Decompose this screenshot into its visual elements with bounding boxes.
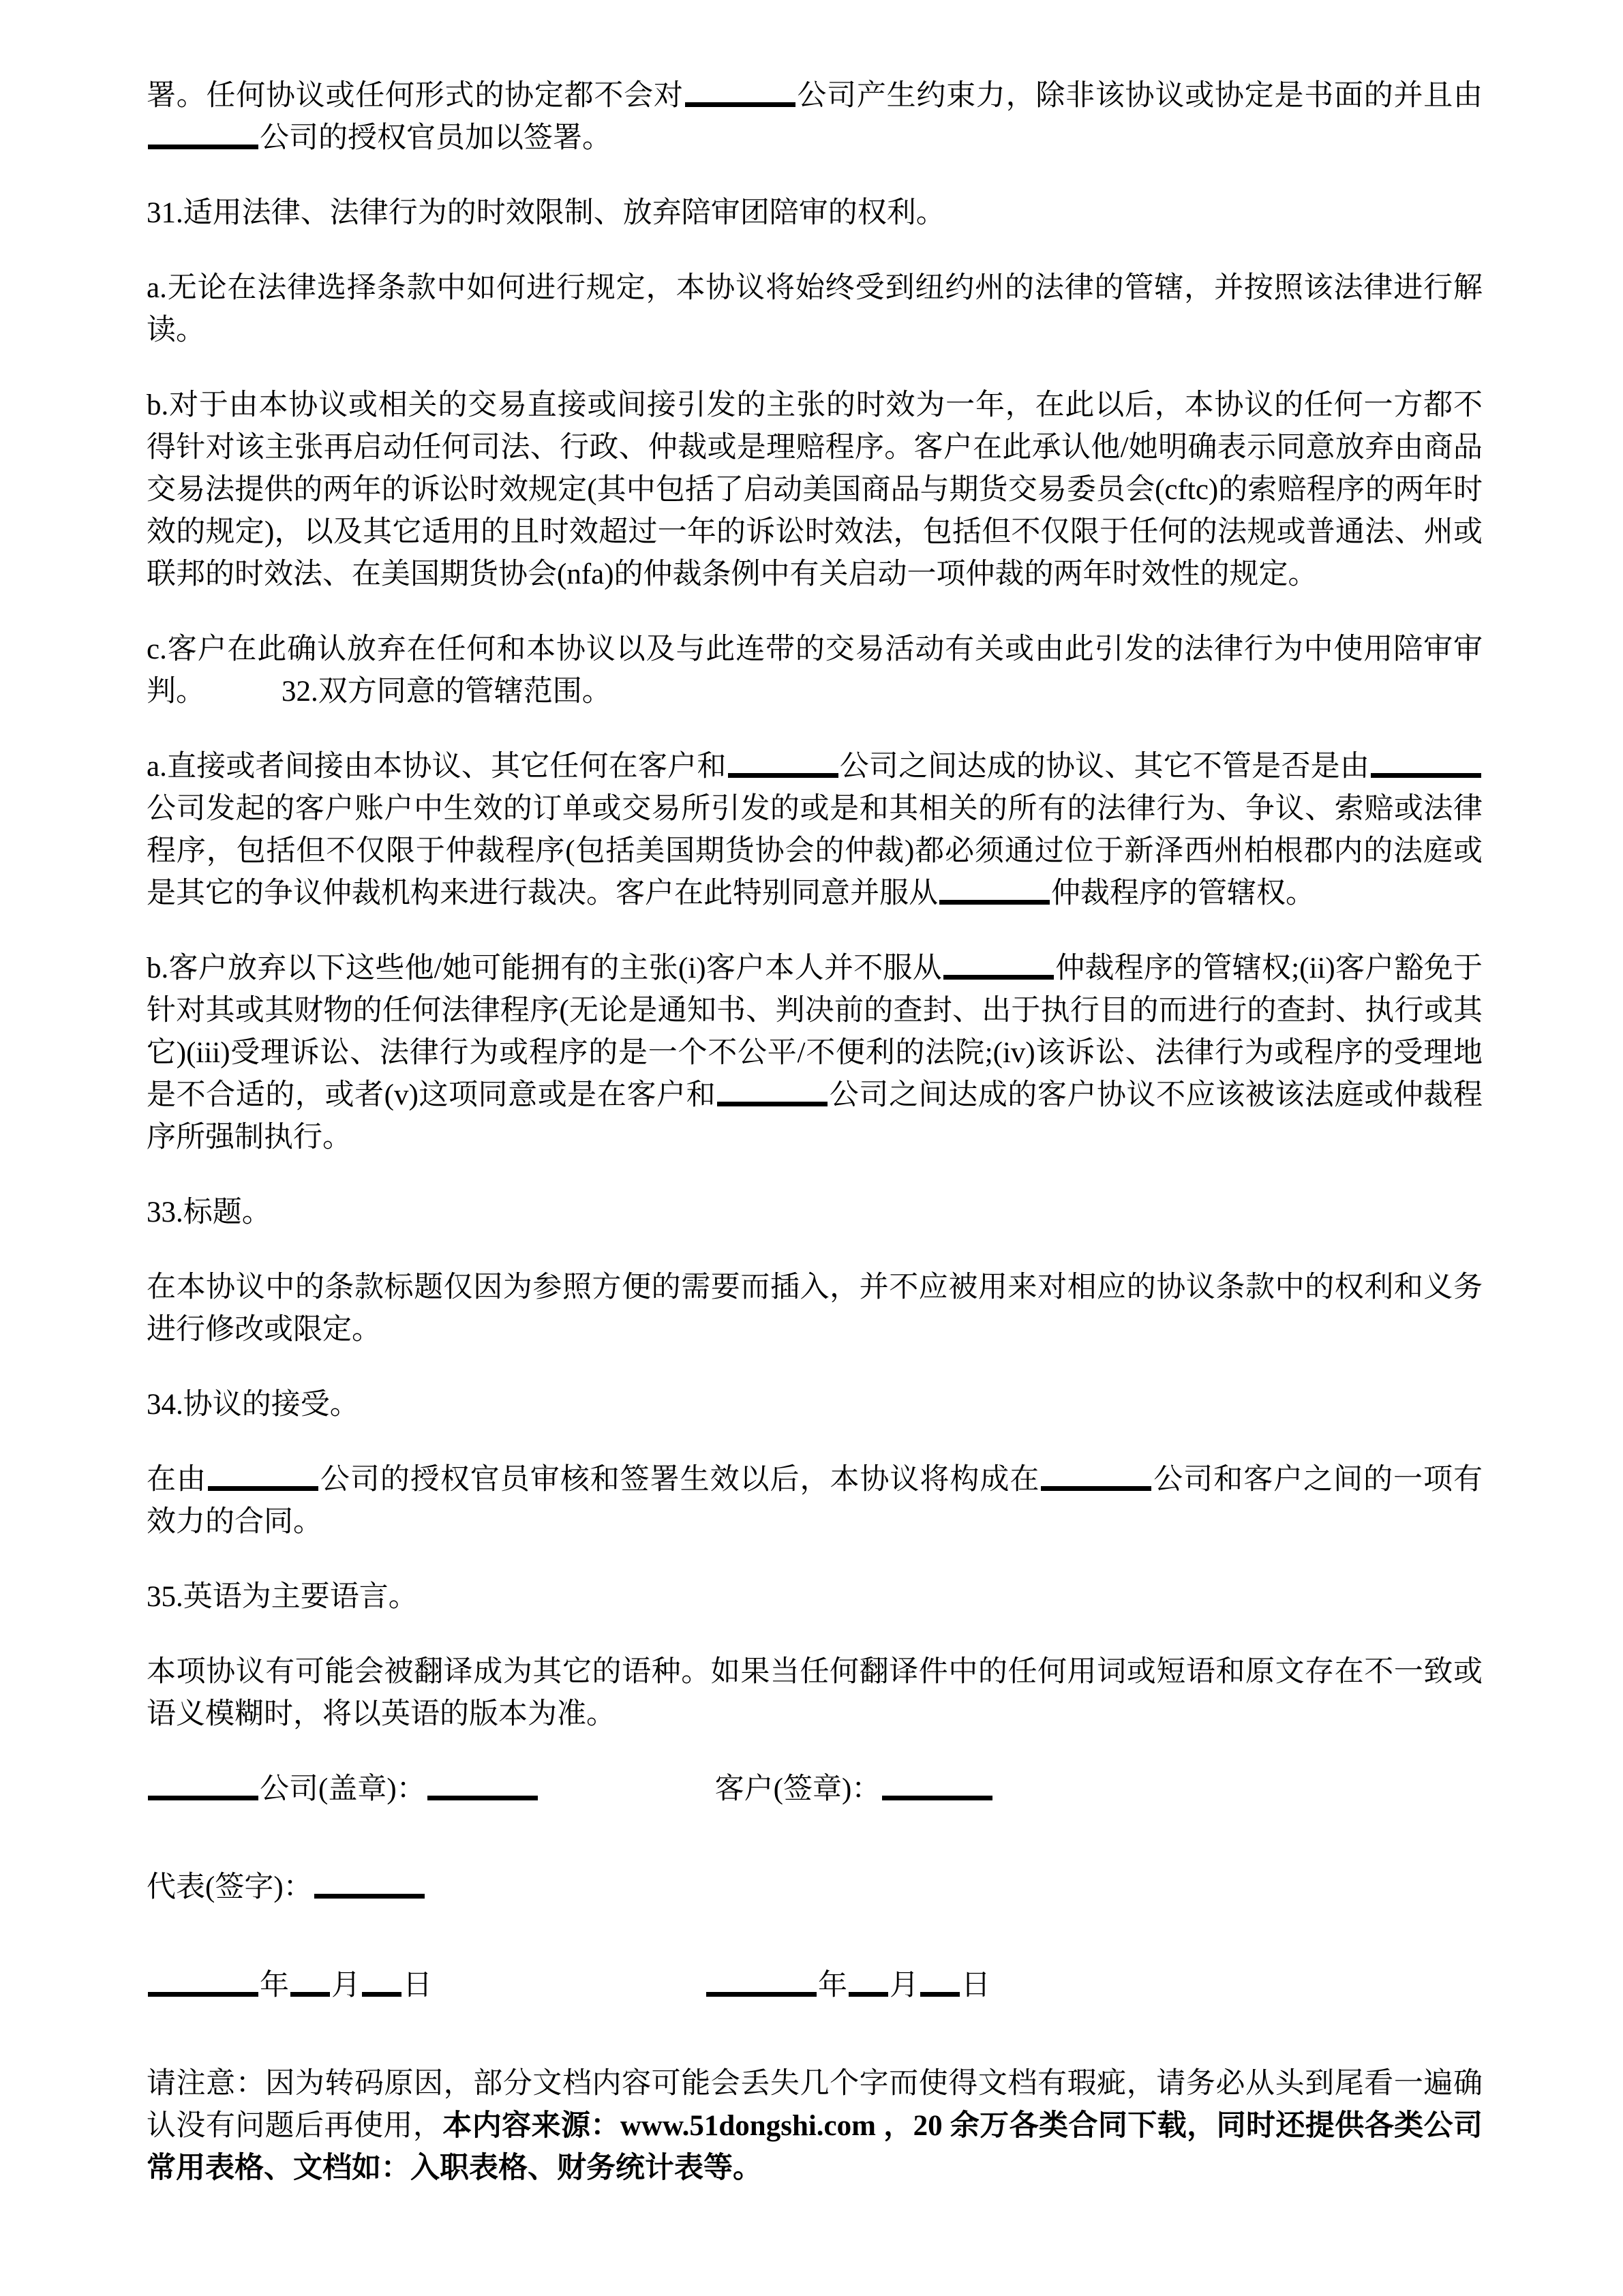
text-segment: c.客户在此确认放弃在任何和本协议以及与此连带的交易活动有关或由此引发的法律行为中使用陪审审判。 xyxy=(147,633,1483,708)
para-35 xyxy=(147,1651,1483,1736)
para-31a xyxy=(147,267,1483,352)
fill-in-blank xyxy=(148,1789,258,1800)
para-signing-continuation xyxy=(147,75,1483,160)
spacer xyxy=(432,1994,705,1995)
fill-in-blank xyxy=(427,1789,538,1800)
text-segment: a.无论在法律选择条款中如何进行规定，本协议将始终受到纽约州的法律的管辖，并按照该法律进行解读。 xyxy=(147,272,1483,346)
fill-in-blank xyxy=(939,893,1050,905)
fill-in-blank xyxy=(849,1985,888,1997)
text-segment: 在本协议中的条款标题仅因为参照方便的需要而插入，并不应被用来对相应的协议条款中的权利和义务进行修改或限定。 xyxy=(147,1271,1483,1346)
text-segment: 日 xyxy=(403,1969,432,2002)
fill-in-blank xyxy=(706,1985,817,1997)
text-segment: 本内容来源：www.51dongshi.com ，20 余万各类合同下载，同时还提供各类公司常用表格、文档如：入职表格、财务统计表等。 xyxy=(147,2110,1483,2184)
text-segment: 35.英语为主要语言。 xyxy=(147,1581,418,1613)
text-segment: 本项协议有可能会被翻译成为其它的语种。如果当任何翻译件中的任何用词或短语和原文存在不一致或语义模糊时，将以英语的版本为准。 xyxy=(147,1656,1483,1730)
para-34 xyxy=(147,1459,1483,1543)
fill-in-blank xyxy=(1041,1479,1151,1491)
fill-in-blank xyxy=(728,766,838,778)
text-segment: 月 xyxy=(331,1969,361,2002)
text-segment: 公司的授权官员加以签署。 xyxy=(260,122,611,154)
text-segment: 公司和客户之间的一项有效力的合同。 xyxy=(147,1464,1483,1538)
fill-in-blank xyxy=(148,138,258,149)
fill-in-blank xyxy=(717,1095,828,1106)
text-segment: 月 xyxy=(890,1969,919,2002)
text-segment: 仲裁程序的管辖权;(ii)客户豁免于针对其或其财物的任何法律程序(无论是通知书、判决前的查封、出于执行目的而进行的查封、执行或其它)(iii)受理诉讼、法律行为或程序的是一个不公平/不便利的法院;(iv)该诉讼、法律行为或程序的受理地是不合适的，或者(v)这项同意或是在客户和 xyxy=(147,952,1483,1111)
text-segment: 年 xyxy=(818,1969,847,2002)
text-segment: 公司之间达成的协议、其它不管是否是由 xyxy=(839,751,1370,783)
text-segment: 年 xyxy=(260,1969,289,2002)
text-segment: a.直接或者间接由本协议、其它任何在客户和 xyxy=(147,751,727,783)
heading-section-31 xyxy=(147,192,1483,235)
text-segment: 仲裁程序的管辖权。 xyxy=(1051,877,1315,909)
text-segment: 在由 xyxy=(147,1464,207,1496)
text-segment: 公司之间达成的客户协议不应该被该法庭或仲裁程序所强制执行。 xyxy=(147,1079,1483,1153)
fill-in-blank xyxy=(362,1985,401,1997)
para-31b xyxy=(147,384,1490,596)
text-segment: 公司发起的客户账户中生效的订单或交易所引发的或是和其相关的所有的法律行为、争议、索赔或法律程序，包括但不仅限于仲裁程序(包括美国期货协会的仲裁)都必须通过位于新泽西州柏根郡内的法庭或是其它的争议仲裁机构来进行裁决。客户在此特别同意并服从 xyxy=(147,793,1483,909)
footer-note xyxy=(147,2063,1483,2190)
fill-in-blank xyxy=(208,1479,318,1491)
text-segment: 33.标题。 xyxy=(147,1196,271,1228)
fill-in-blank xyxy=(148,1985,258,1997)
fill-in-blank xyxy=(943,968,1054,980)
text-segment: 代表(签字)： xyxy=(147,1871,313,1903)
text-segment: 34.协议的接受。 xyxy=(147,1389,359,1421)
fill-in-blank xyxy=(920,1985,960,1997)
fill-in-blank xyxy=(1371,766,1481,778)
fill-in-blank xyxy=(882,1789,992,1800)
text-segment: b.客户放弃以下这些他/她可能拥有的主张(i)客户本人并不服从 xyxy=(147,952,942,984)
signature-row xyxy=(147,1768,1483,1811)
para-32a xyxy=(147,746,1483,915)
fill-in-blank xyxy=(290,1985,330,1997)
text-segment: 31.适用法律、法律行为的时效限制、放弃陪审团陪审的权利。 xyxy=(147,197,945,229)
heading-section-35 xyxy=(147,1576,1483,1618)
text-segment: 32.双方同意的管辖范围。 xyxy=(282,676,611,708)
text-segment: 署。任何协议或任何形式的协定都不会对 xyxy=(147,80,684,112)
text-segment: 日 xyxy=(961,1969,990,2002)
representative-row xyxy=(147,1867,1483,1909)
fill-in-blank xyxy=(314,1887,425,1899)
text-segment: 客户(签章)： xyxy=(714,1773,881,1805)
text-segment: 公司产生约束力，除非该协议或协定是书面的并且由 xyxy=(796,80,1483,112)
fill-in-blank xyxy=(685,95,795,107)
text-segment: 公司的授权官员审核和签署生效以后，本协议将构成在 xyxy=(319,1464,1040,1496)
spacer xyxy=(205,700,282,701)
para-32b xyxy=(147,948,1483,1159)
text-segment: 公司(盖章)： xyxy=(260,1773,426,1805)
para-33 xyxy=(147,1267,1483,1351)
text-segment: b.对于由本协议或相关的交易直接或间接引发的主张的时效为一年，在此以后，本协议的任何一方都不得针对该主张再启动任何司法、行政、仲裁或是理赔程序。客户在此承认他/她明确表示同意放弃由商品交易法提供的两年的诉讼时效规定(其中包括了启动美国商品与期货交易委员会(cftc)的索赔程序的两年时效的规定)，以及其它适用的且时效超过一年的诉讼时效法，包括但不仅限于任何的法规或普通法、州或 联邦的时效法、在美国期货协会(nfa)的仲裁条例中有关启动一项仲裁的两年时效性的规定。 xyxy=(147,389,1490,590)
date-row xyxy=(147,1965,1483,2007)
text-segment: 请注意：因为转码原因，部分文档内容可能会丢失几个字而使得文档有瑕疵，请务必从头到尾看一遍确认没有问题后再使用， xyxy=(147,2068,1483,2142)
heading-section-33 xyxy=(147,1192,1483,1234)
para-31c-and-heading-32 xyxy=(147,629,1483,713)
heading-section-34 xyxy=(147,1384,1483,1426)
